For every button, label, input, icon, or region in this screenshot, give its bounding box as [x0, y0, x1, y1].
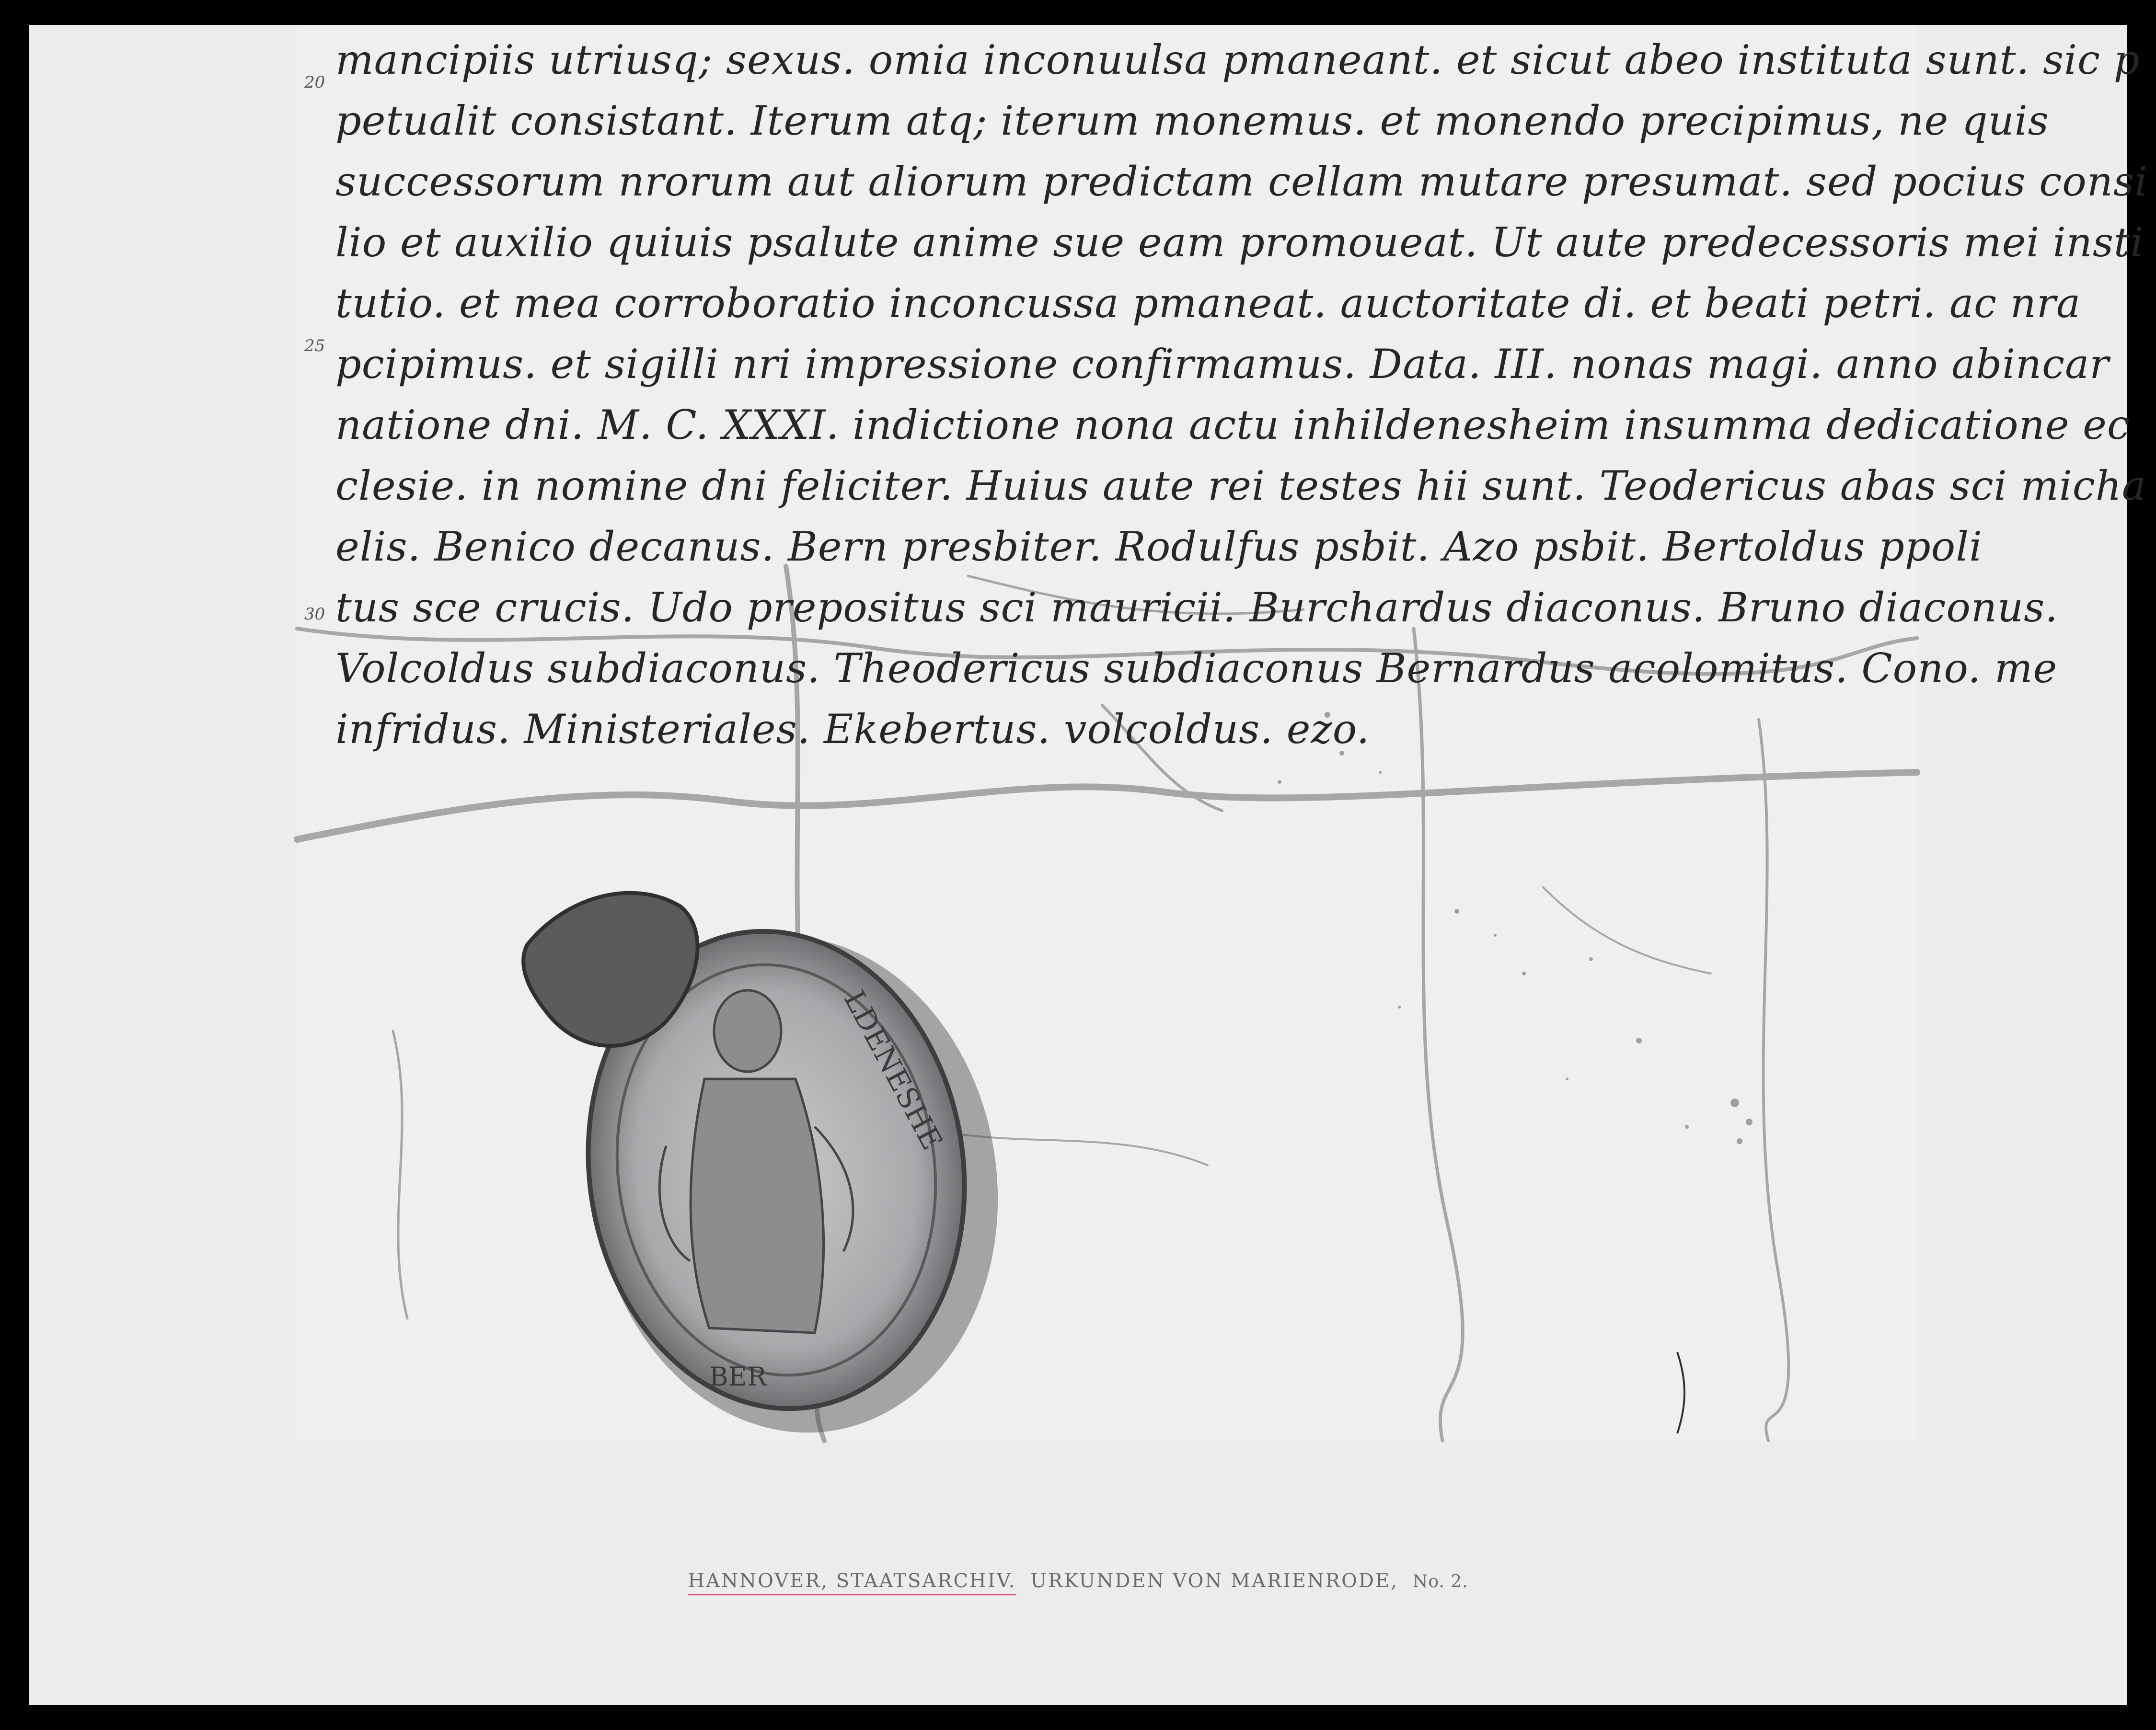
charter-line: lio et auxilio quiuis psalute anime sue eam promoueat. Ut aute predecessoris mei insti: [335, 219, 2144, 266]
charter-line: tutio. et mea corroboratio inconcussa pmaneat. auctoritate di. et beati petri. ac nra: [335, 280, 2081, 327]
charter-line: natione dni. M. C. XXXI. indictione nona actu inhildenesheim insumma dedicatione ec: [335, 401, 2130, 448]
caption-archive: HANNOVER, STAATSARCHIV.: [688, 1570, 1016, 1592]
charter-line: petualit consistant. Iterum atq; iterum monemus. et monendo precipimus, ne quis: [335, 97, 2049, 144]
charter-line: tus sce crucis. Udo prepositus sci mauricii. Burchardus diaconus. Bruno diaconus.: [335, 584, 2058, 631]
charter-photograph: [297, 25, 2148, 1441]
charter-line: elis. Benico decanus. Bern presbiter. Rodulfus psbit. Azo psbit. Bertoldus ppoli: [335, 523, 1983, 570]
charter-line: successorum nrorum aut aliorum predictam cellam mutare presumat. sed pocius consi: [335, 158, 2148, 205]
line-number: 30: [304, 605, 325, 624]
photo-plate-page: [29, 25, 2148, 1705]
charter-text: [304, 30, 2148, 760]
seal-legend-bottom: BER: [709, 1362, 767, 1392]
plate-caption: [29, 1570, 2127, 1592]
charter-line: infridus. Ministeriales. Ekebertus. volcoldus. ezo.: [335, 706, 1370, 753]
seal-legend-top: LDENESHE: [837, 985, 949, 1156]
line-number: 25: [304, 336, 325, 355]
caption-number: No. 2.: [1412, 1572, 1468, 1592]
charter-line: mancipiis utriusq; sexus. omia inconuulsa pmaneant. et sicut abeo instituta sunt. sic p: [335, 36, 2140, 83]
wax-seal: [508, 878, 1016, 1453]
charter-line: clesie. in nomine dni feliciter. Huius aute rei testes hii sunt. Teodericus abas sci micha: [335, 462, 2146, 509]
charter-line: Volcoldus subdiaconus. Theodericus subdiaconus Bernardus acolomitus. Cono. me: [335, 645, 2058, 692]
charter-line: pcipimus. et sigilli nri impressione confirmamus. Data. III. nonas magi. anno abincar: [335, 341, 2110, 388]
caption-collection: URKUNDEN VON MARIENRODE,: [1030, 1570, 1398, 1592]
line-number: 20: [304, 73, 325, 92]
